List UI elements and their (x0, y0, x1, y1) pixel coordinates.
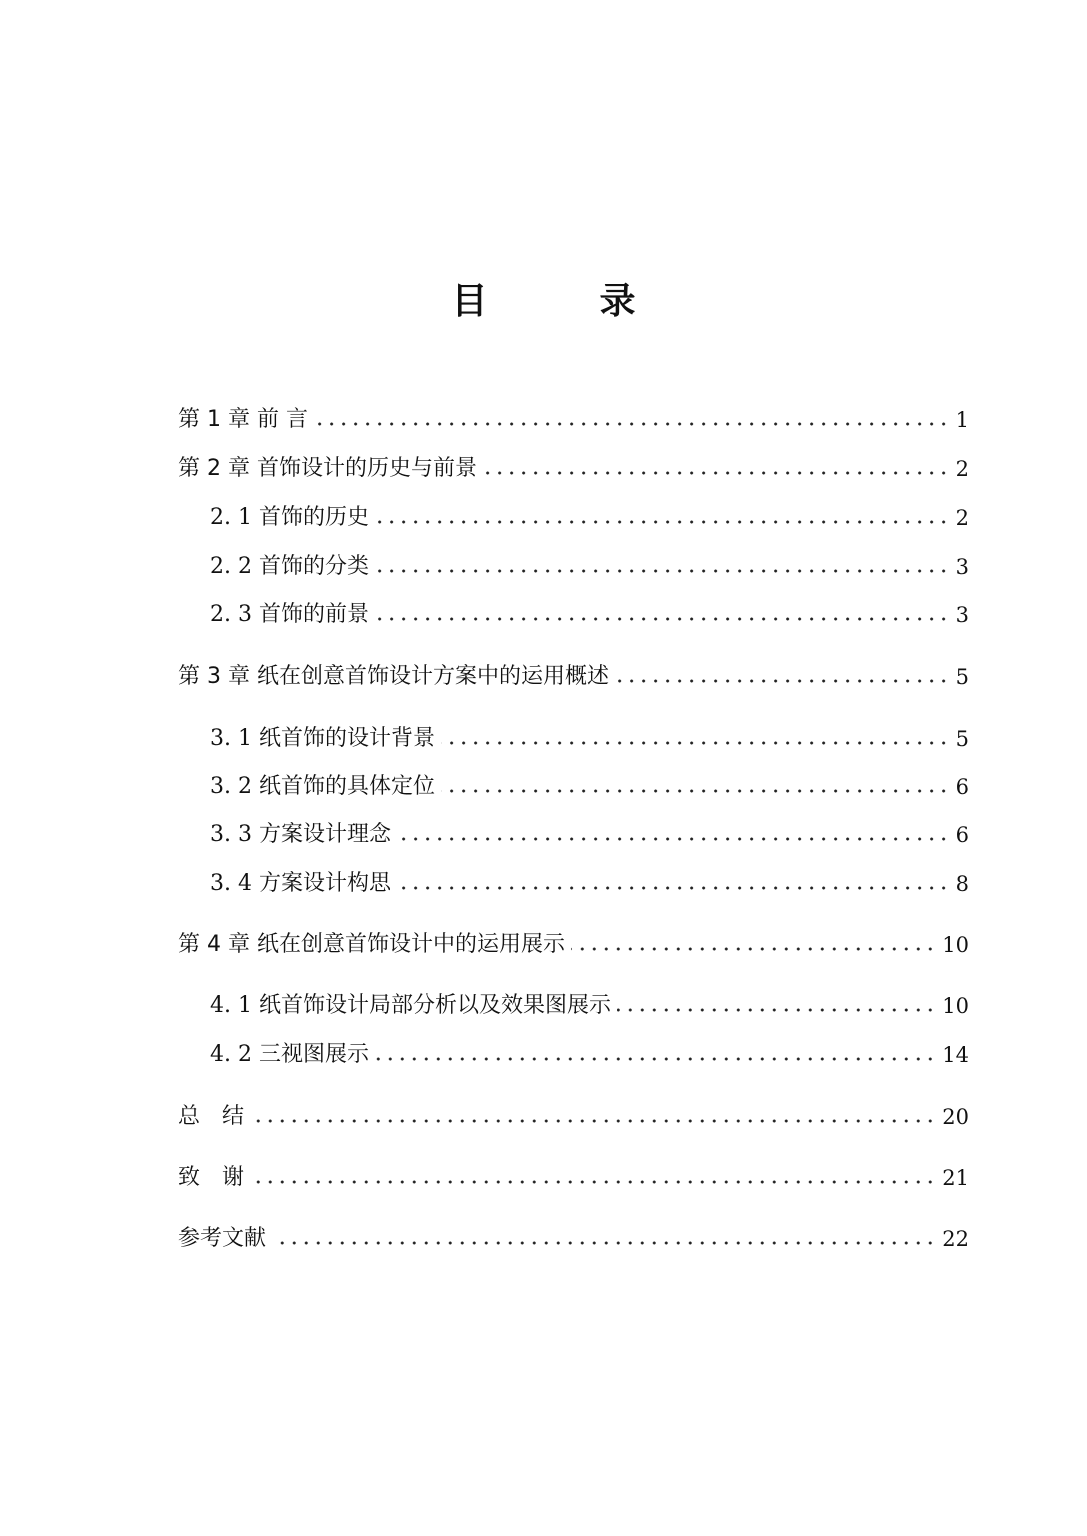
toc-entry-section-3-4[interactable] (210, 867, 969, 901)
dot-leader (250, 1117, 936, 1125)
toc-entry-page: 5 (955, 727, 969, 751)
toc-entry-page: 14 (942, 1043, 969, 1067)
toc-entry-label: 致 谢 (178, 1165, 245, 1190)
dot-leader (441, 787, 950, 795)
toc-entry-label: 3. 3 方案设计理念 (210, 822, 391, 847)
dot-leader (375, 518, 950, 526)
toc-entry-page: 6 (955, 823, 969, 847)
toc-entry-section-4-2[interactable] (210, 1038, 969, 1072)
dot-leader (397, 884, 950, 892)
toc-entry-section-3-3[interactable] (210, 818, 969, 852)
toc-entry-chapter-1[interactable] (178, 403, 969, 437)
toc-entry-label: 2. 3 首饰的前景 (210, 602, 369, 627)
toc-entry-label: 参考文献 (178, 1226, 267, 1251)
toc-entry-page: 10 (942, 994, 969, 1018)
toc-entry-page: 3 (955, 603, 969, 627)
toc-entry-page: 21 (942, 1166, 969, 1190)
toc-entry-page: 1 (955, 408, 969, 432)
toc-entry-label: 3. 2 纸首饰的具体定位 (210, 774, 435, 799)
toc-entry-label: 3. 4 方案设计构思 (210, 871, 391, 896)
toc-entry-page: 3 (955, 555, 969, 579)
toc-entry-chapter-4[interactable] (178, 928, 969, 962)
toc-entry-page: 10 (942, 933, 969, 957)
toc-entry-chapter-3[interactable] (178, 660, 969, 694)
toc-entry-label: 2. 1 首饰的历史 (210, 505, 369, 530)
toc-entry-section-2-1[interactable] (210, 501, 969, 535)
toc-entry-page: 2 (955, 457, 969, 481)
toc-entry-summary[interactable] (178, 1100, 969, 1134)
toc-entry-page: 5 (955, 665, 969, 689)
dot-leader (397, 835, 950, 843)
toc-entry-section-3-2[interactable] (210, 770, 969, 804)
toc-entry-acknowledgements[interactable] (178, 1161, 969, 1195)
toc-entry-page: 8 (955, 872, 969, 896)
toc-title: 目 录 (451, 281, 674, 322)
toc-entry-page: 22 (942, 1227, 969, 1251)
dot-leader (375, 1055, 936, 1063)
dot-leader (617, 1006, 936, 1014)
toc-entry-label: 2. 2 首饰的分类 (210, 554, 369, 579)
toc-entry-page: 2 (955, 506, 969, 530)
toc-entry-label: 3. 1 纸首饰的设计背景 (210, 726, 435, 751)
toc-entry-section-2-3[interactable] (210, 598, 969, 632)
dot-leader (615, 677, 950, 685)
dot-leader (483, 469, 950, 477)
toc-entry-section-3-1[interactable] (210, 722, 969, 756)
toc-entry-page: 6 (955, 775, 969, 799)
toc-entry-chapter-2[interactable] (178, 452, 969, 486)
toc-entry-section-2-2[interactable] (210, 550, 969, 584)
dot-leader (250, 1178, 936, 1186)
toc-entry-label: 第 2 章 首饰设计的历史与前景 (178, 456, 477, 481)
toc-entry-references[interactable] (178, 1222, 969, 1256)
dot-leader (441, 739, 950, 747)
dot-leader (571, 945, 936, 953)
toc-entry-section-4-1[interactable] (210, 989, 969, 1023)
dot-leader (375, 615, 950, 623)
dot-leader (314, 420, 950, 428)
dot-leader (375, 567, 950, 575)
toc-entry-label: 第 4 章 纸在创意首饰设计中的运用展示 (178, 932, 565, 957)
toc-entry-label: 第 1 章 前 言 (178, 407, 308, 432)
toc-entry-label: 4. 2 三视图展示 (210, 1042, 369, 1067)
toc-entry-page: 20 (942, 1105, 969, 1129)
toc-entry-label: 第 3 章 纸在创意首饰设计方案中的运用概述 (178, 664, 609, 689)
toc-entry-label: 总 结 (178, 1104, 245, 1129)
dot-leader (272, 1239, 936, 1247)
toc-entry-label: 4. 1 纸首饰设计局部分析以及效果图展示 (210, 993, 611, 1018)
